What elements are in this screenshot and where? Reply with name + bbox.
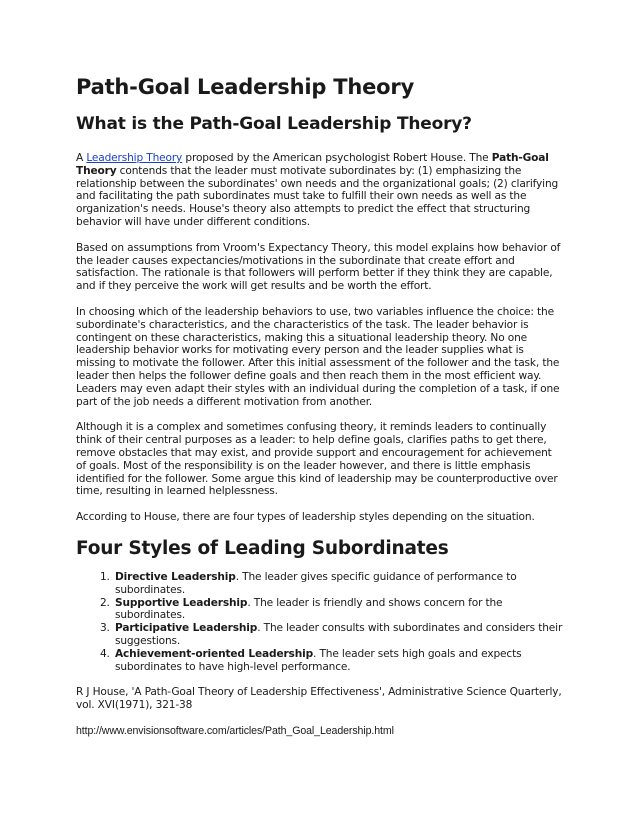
styles-list [76, 571, 564, 673]
paragraph-expectancy: Based on assumptions from Vroom's Expectancy Theory, this model explains how behavior of the leader causes expectancies/motivations in the subordinate that create effort and satisfaction. The rationale is that followers will perform better if they think they are capable, and if they perceive the work will get results and be worth the effort. [76, 241, 561, 293]
list-item [113, 597, 564, 623]
list-item [113, 622, 564, 648]
intro-bold-term: Path-Goal Theory [76, 152, 549, 177]
paragraph-four-types: According to House, there are four types of leadership styles depending on the situation. [76, 511, 535, 524]
style-description: . The leader is friendly and shows concern for the subordinates. [115, 596, 503, 622]
page-title: Path-Goal Leadership Theory [76, 75, 415, 99]
leadership-theory-link[interactable]: Leadership Theory [86, 152, 183, 164]
intro-text-pre: A [76, 152, 87, 164]
style-description: . The leader consults with subordinates and considers their suggestions. [115, 622, 563, 647]
reference-citation: R J House, 'A Path-Goal Theory of Leadership Effectiveness', Administrative Science Quarterly, vol. XVI(1971), 321-38 [76, 686, 562, 712]
style-name: Directive Leadership [115, 570, 236, 583]
style-name: Participative Leadership [115, 622, 258, 635]
list-item [113, 648, 564, 674]
style-name: Achievement-oriented Leadership [115, 647, 314, 660]
paragraph-intro [76, 152, 564, 229]
intro-text-mid: proposed by the American psychologist Robert House. The [182, 152, 492, 164]
source-url: http://www.envisionsoftware.com/articles/Path_Goal_Leadership.html [76, 724, 394, 737]
style-description: . The leader sets high goals and expects subordinates to have high-level performance. [115, 647, 522, 673]
section-heading-four-styles: Four Styles of Leading Subordinates [76, 537, 449, 559]
list-item [113, 571, 564, 597]
document-page [76, 72, 564, 738]
style-name: Supportive Leadership [115, 596, 248, 609]
intro-text-post: contends that the leader must motivate subordinates by: (1) emphasizing the relationship between the subordinates' own needs and the organizational goals; (2) clarifying and facilitating the path subordinates must take to fulfill their own needs as well as the organization's needs. House's theory also attempts to predict the effect that structuring behavior will have under different conditions. [76, 164, 559, 228]
paragraph-choosing-behaviors: In choosing which of the leadership behaviors to use, two variables influence the choice: the subordinate's characteristics, and the characteristics of the task. The leader behavior is contingent on these characteristics, making this a situational leadership theory. No one leadership behavior works for motivating every person and the leader supplies what is missing to motivate the follower. After this initial assessment of the follower and the task, the leader then helps the follower define goals and then reach them in the most efficient way. Leaders may even adapt their styles with an individual during the completion of a task, if one part of the job needs a different motivation from another. [76, 305, 560, 408]
section-heading-what-is: What is the Path-Goal Leadership Theory? [76, 114, 472, 134]
paragraph-complexity: Although it is a complex and sometimes confusing theory, it reminds leaders to continually think of their central purposes as a leader: to help define goals, clarifies paths to get there, remove obstacles that may exist, and provide support and encouragement for achievement of goals. Most of the responsibility is on the leader however, and there is little emphasis identified for the follower. Some argue this kind of leadership may be counterproductive over time, resulting in learned helplessness. [76, 421, 558, 498]
style-description: . The leader gives specific guidance of performance to subordinates. [115, 570, 517, 596]
